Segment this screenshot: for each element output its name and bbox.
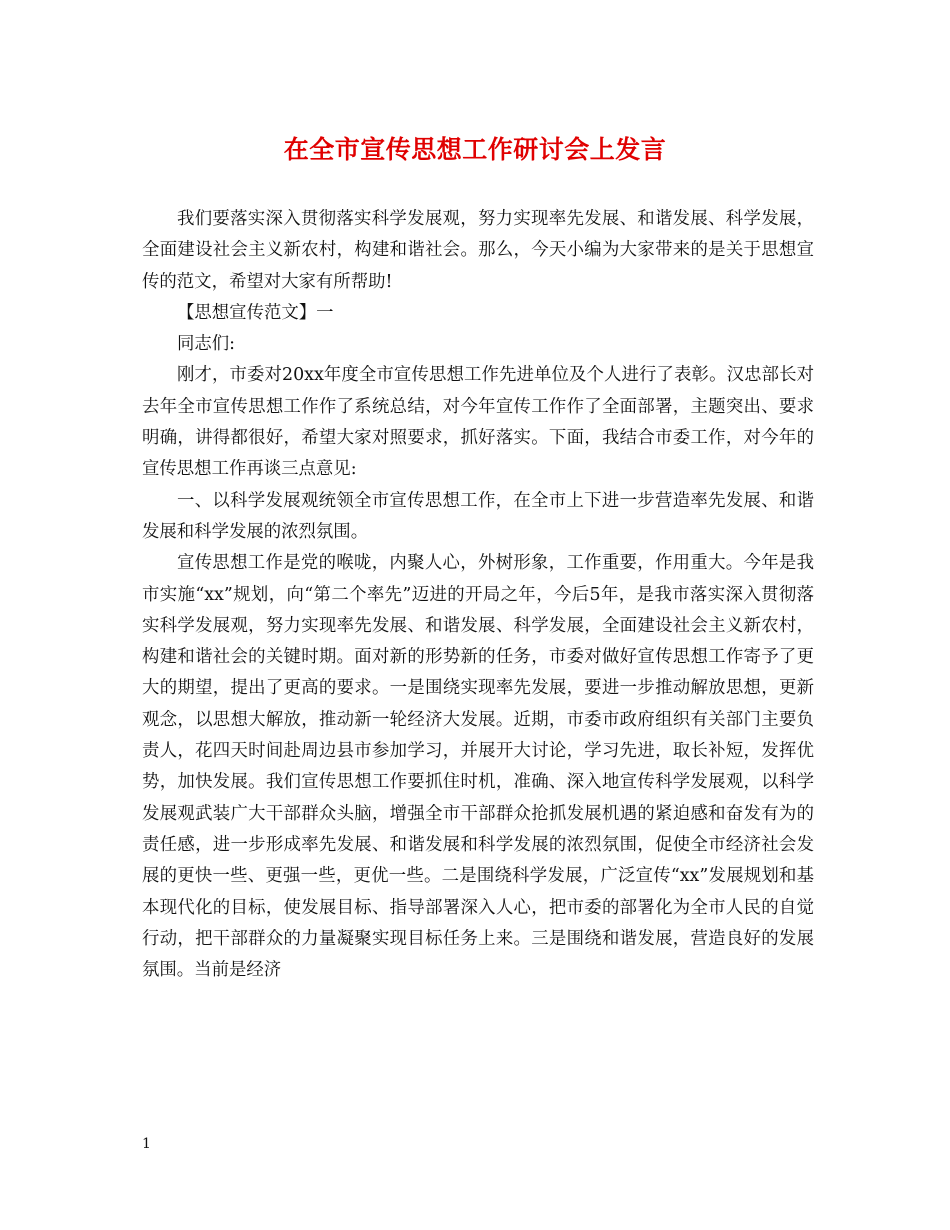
page-number: 1: [142, 1136, 151, 1152]
salutation: 同志们:: [177, 334, 236, 355]
document-body: [142, 204, 814, 986]
section-heading: 【思想宣传范文】一: [177, 302, 334, 323]
body-paragraph: 刚才，市委对20xx年度全市宣传思想工作先进单位及个人进行了表彰。汉忠部长对去年全市宣传思想工作作了系统总结，对今年宣传工作作了全面部署，主题突出、要求明确，讲得都很好，希望大家对照要求，抓好落实。下面，我结合市委工作，对今年的宣传思想工作再谈三点意见:: [142, 365, 814, 480]
point-heading: 一、以科学发展观统领全市宣传思想工作，在全市上下进一步营造率先发展、和谐发展和科学发展的浓烈氛围。: [142, 490, 814, 542]
document-title: 在全市宣传思想工作研讨会上发言: [283, 135, 667, 164]
intro-paragraph: 我们要落实深入贯彻落实科学发展观，努力实现率先发展、和谐发展、科学发展，全面建设社会主义新农村，构建和谐社会。那么，今天小编为大家带来的是关于思想宣传的范文，希望对大家有所帮助!: [142, 209, 814, 292]
body-paragraph: 宣传思想工作是党的喉咙，内聚人心，外树形象，工作重要，作用重大。今年是我市实施“xx”规划，向“第二个率先”迈进的开局之年，今后5年，是我市落实深入贯彻落实科学发展观，努力实现率先发展、和谐发展、科学发展，全面建设社会主义新农村，构建和谐社会的关键时期。面对新的形势新的任务，市委对做好宣传思想工作寄予了更大的期望，提出了更高的要求。一是围绕实现率先发展，要进一步推动解放思想，更新观念，以思想大解放，推动新一轮经济大发展。近期，市委市政府组织有关部门主要负责人，花四天时间赴周边县市参加学习，并展开大讨论，学习先进，取长补短，发挥优势，加快发展。我们宣传思想工作要抓住时机，准确、深入地宣传科学发展观，以科学发展观武装广大干部群众头脑，增强全市干部群众抢抓发展机遇的紧迫感和奋发有为的责任感，进一步形成率先发展、和谐发展和科学发展的浓烈氛围，促使全市经济社会发展的更快一些、更强一些，更优一些。二是围绕科学发展，广泛宣传“xx”发展规划和基本现代化的目标，使发展目标、指导部署深入人心，把市委的部署化为全市人民的自觉行动，把干部群众的力量凝聚实现目标任务上来。三是围绕和谐发展，营造良好的发展氛围。当前是经济: [142, 553, 814, 981]
